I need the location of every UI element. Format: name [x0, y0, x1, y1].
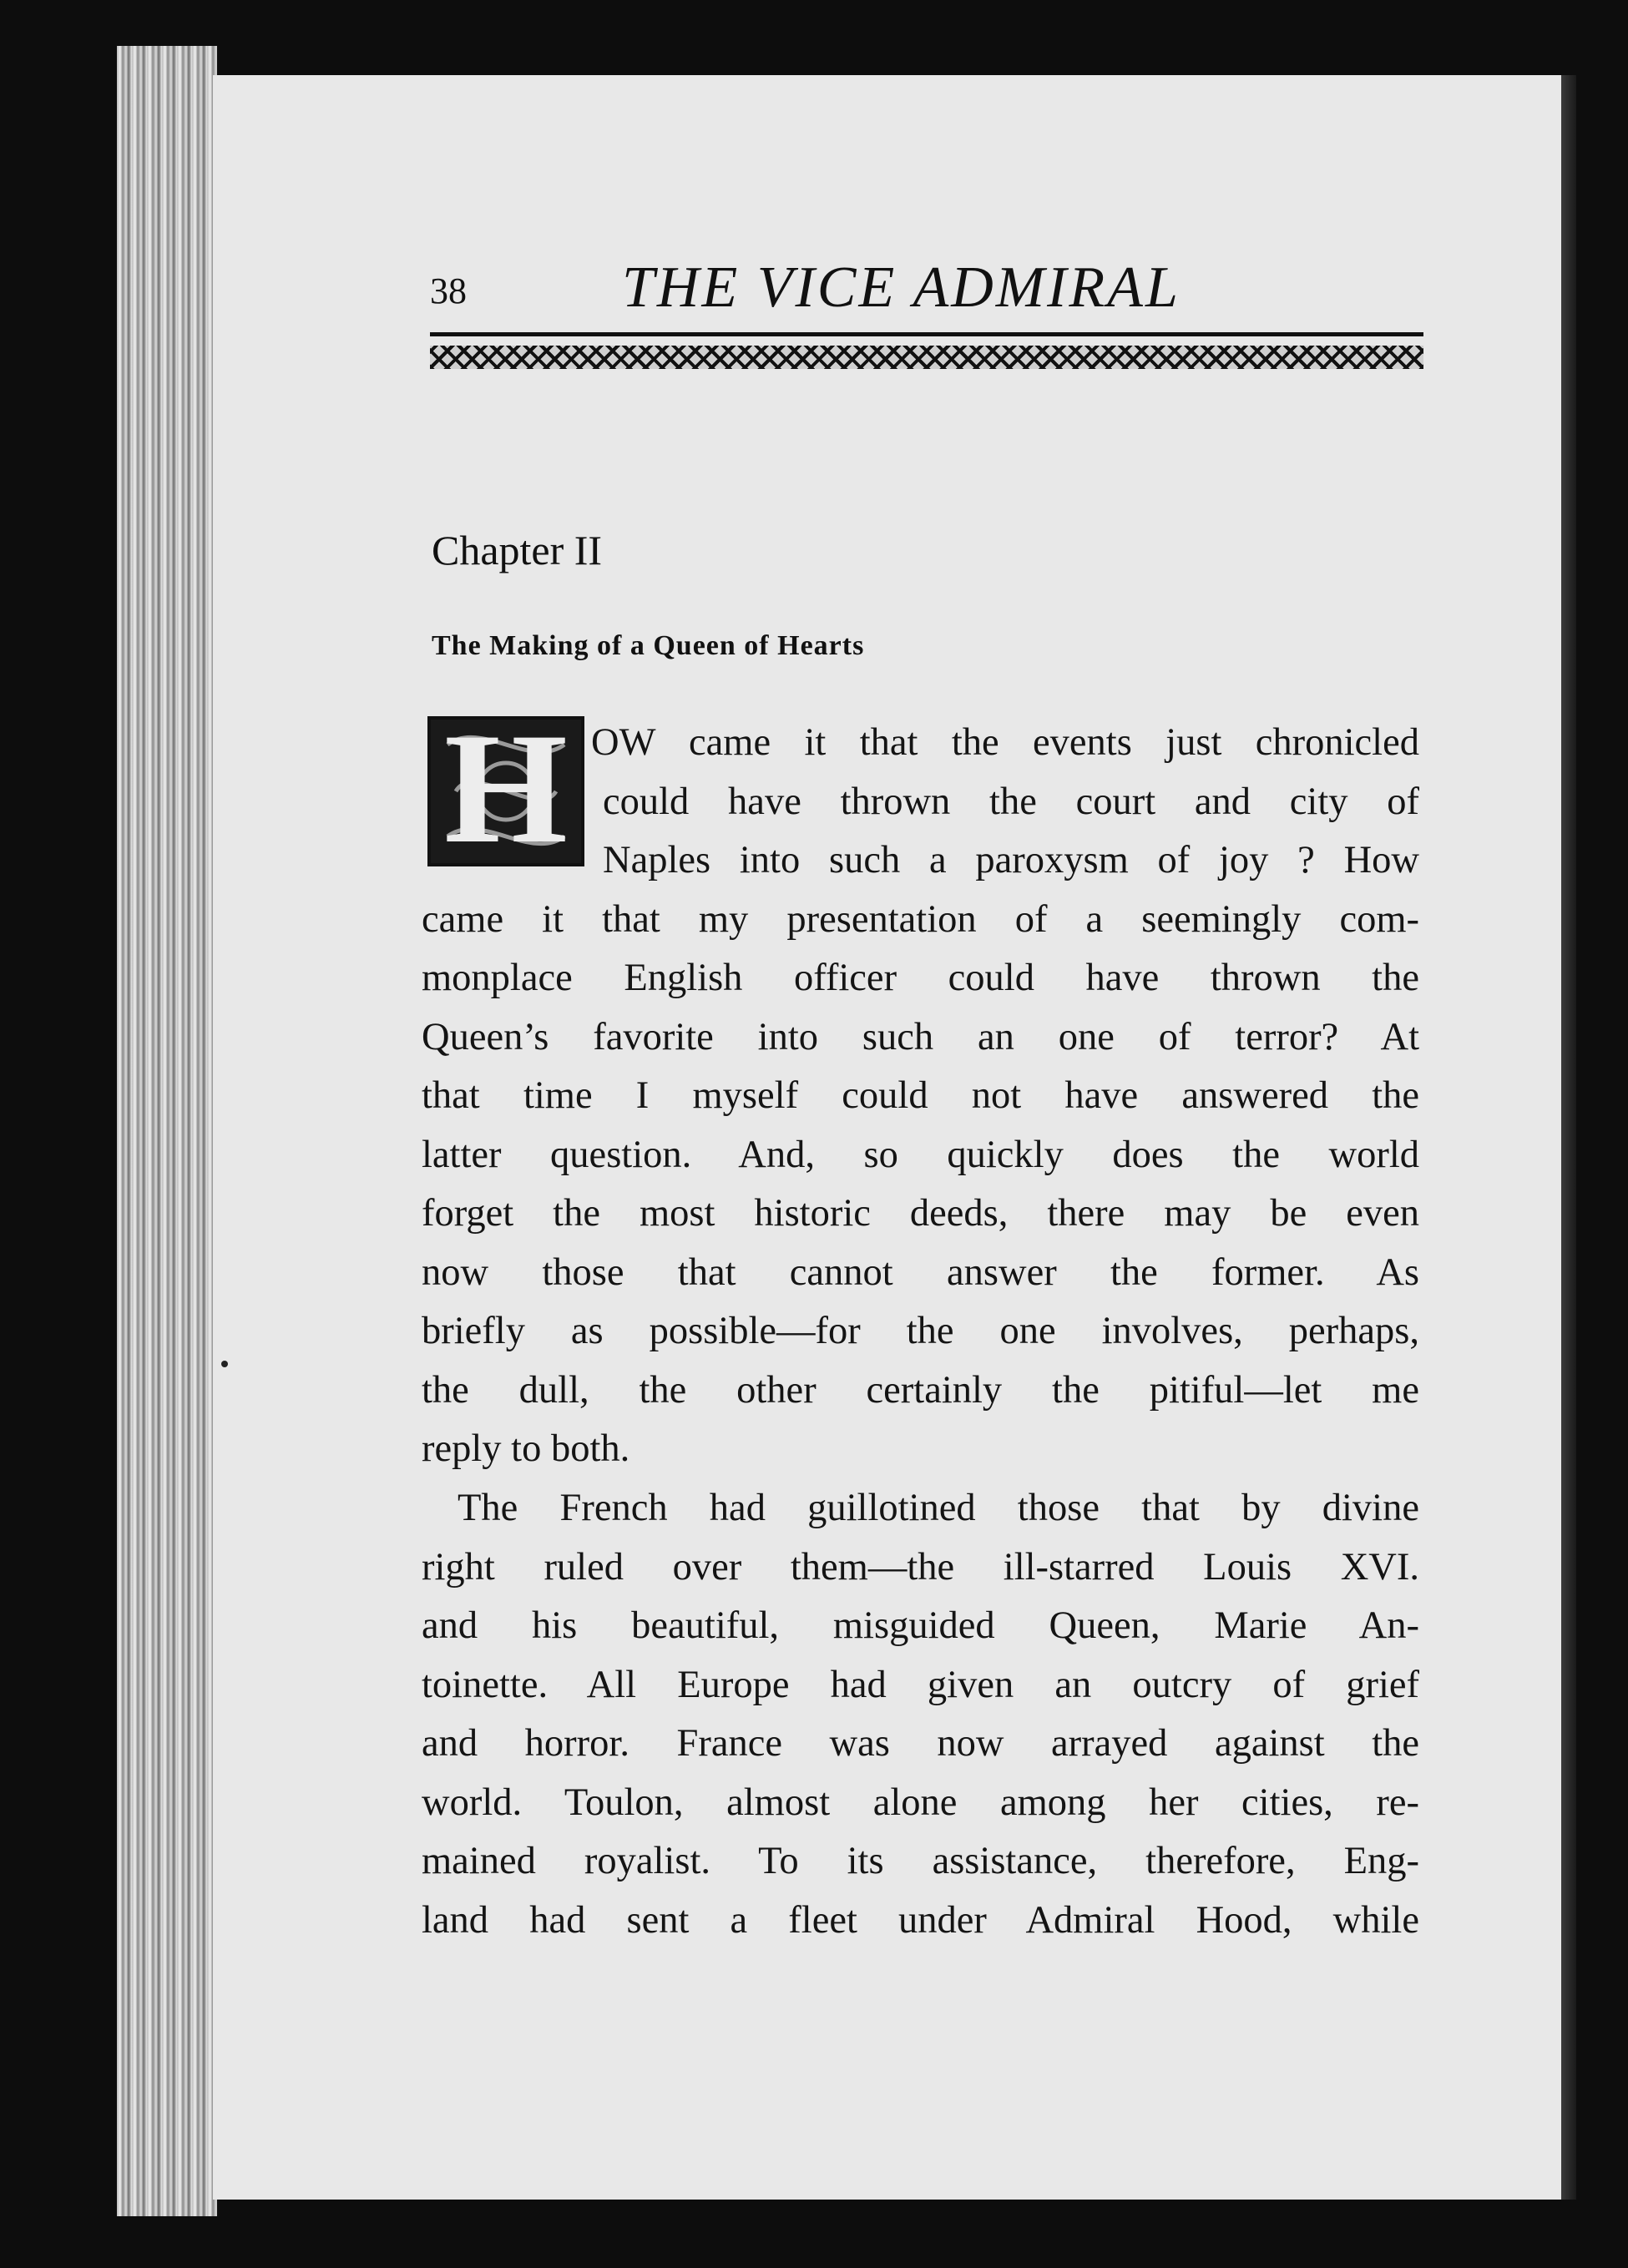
drop-cap-letter: H: [444, 701, 568, 876]
text-line: The French had guillotined those that by divine: [458, 1487, 1419, 1529]
text-line: Queen’s favorite into such an one of terror? At: [422, 1015, 1419, 1058]
header-rule: [430, 332, 1423, 336]
text-line: and his beautiful, misguided Queen, Marie An-: [422, 1604, 1419, 1647]
text-line: forget the most historic deeds, there may be even: [422, 1192, 1419, 1235]
text-line: land had sent a fleet under Admiral Hood, while: [422, 1898, 1419, 1942]
page-number: 38: [430, 270, 467, 311]
text-line: and horror. France was now arrayed against the: [422, 1722, 1419, 1765]
scan-speck: [221, 1361, 228, 1367]
text-line: now those that cannot answer the former. As: [422, 1250, 1419, 1294]
text-line: briefly as possible—for the one involves, perhaps,: [422, 1310, 1419, 1352]
text-line: right ruled over them—the ill-starred Louis XVI.: [422, 1545, 1419, 1589]
text-line: could have thrown the court and city of: [603, 780, 1419, 823]
text-line: the dull, the other certainly the pitiful—let me: [422, 1368, 1419, 1412]
text-line: Naples into such a paroxysm of joy ? How: [603, 839, 1419, 881]
chapter-title: The Making of a Queen of Hearts: [432, 630, 865, 661]
scan-page-edges: [117, 46, 217, 2216]
text-line: came it that my presentation of a seemingly com-: [422, 897, 1419, 941]
text-line: monplace English officer could have thrown the: [422, 957, 1419, 999]
text-line: that time I myself could not have answered the: [422, 1074, 1419, 1117]
text-line: mained royalist. To its assistance, therefore, Eng-: [422, 1840, 1419, 1882]
drop-cap: [427, 701, 584, 876]
text-line: latter question. And, so quickly does the world: [422, 1133, 1419, 1176]
text-line: world. Toulon, almost alone among her cities, re-: [422, 1781, 1419, 1824]
page-header: [430, 255, 1423, 330]
chapter-label: Chapter II: [432, 527, 603, 573]
text-line: reply to both.: [422, 1427, 630, 1470]
text-line: toinette. All Europe had given an outcry of grief: [422, 1663, 1419, 1706]
scan-spine-shadow: [1561, 75, 1576, 2200]
running-head: THE VICE ADMIRAL: [622, 255, 1181, 320]
header-ornament-band: [430, 346, 1423, 369]
text-line: OW came it that the events just chronicled: [591, 721, 1419, 764]
